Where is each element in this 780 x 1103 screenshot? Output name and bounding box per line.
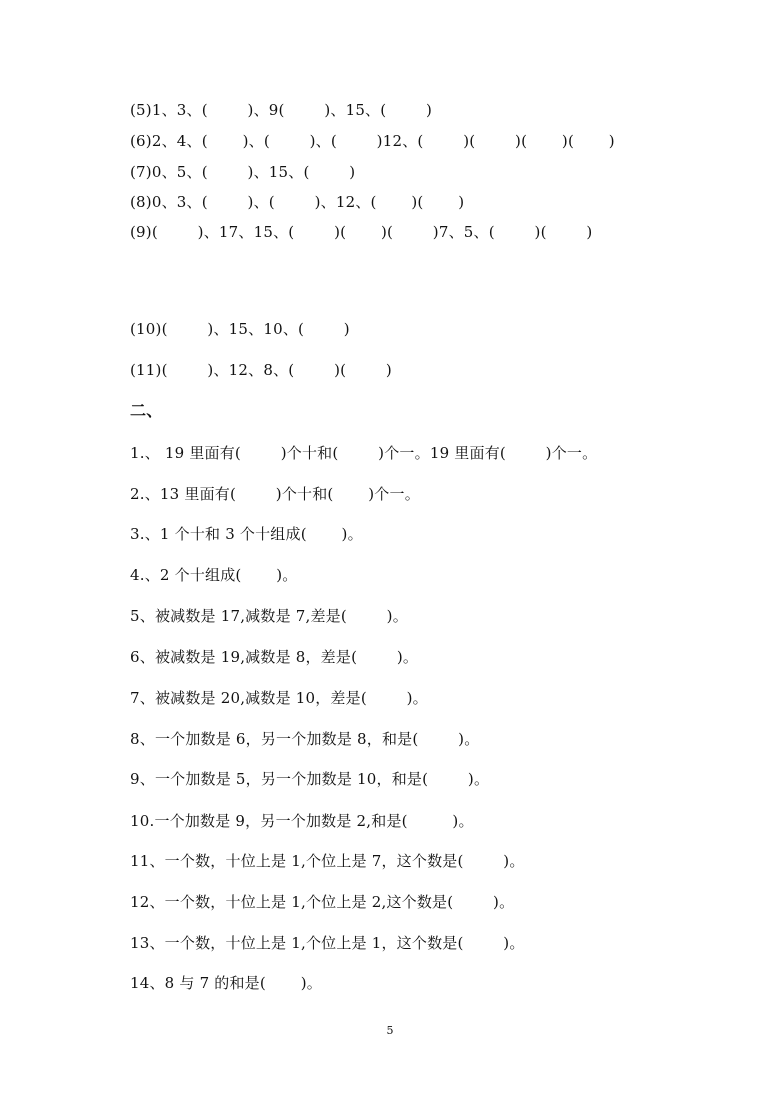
question-item: 4.、2 个十组成( )。 xyxy=(130,566,298,584)
sequence-item: (11)( )、12、8、( )( ) xyxy=(130,361,392,379)
question-item: 1.、 19 里面有( )个十和( )个一。19 里面有( )个一。 xyxy=(130,444,598,462)
question-item: 5、被减数是 17,减数是 7,差是( )。 xyxy=(130,607,408,625)
sequence-item: (5)1、3、( )、9( )、15、( ) xyxy=(130,101,433,119)
question-item: 2.、13 里面有( )个十和( )个一。 xyxy=(130,485,420,503)
sequence-item: (6)2、4、( )、( )、( )12、( )( )( )( ) xyxy=(130,132,615,150)
question-item: 8、一个加数是 6，另一个加数是 8，和是( )。 xyxy=(130,730,480,748)
section-heading: 二、 xyxy=(130,401,163,420)
sequence-item: (10)( )、15、10、( ) xyxy=(130,320,350,338)
question-item: 13、一个数，十位上是 1,个位上是 1，这个数是( )。 xyxy=(130,934,525,952)
page-number: 5 xyxy=(386,1024,394,1037)
question-item: 6、被减数是 19,减数是 8，差是( )。 xyxy=(130,648,419,666)
question-item: 10.一个加数是 9，另一个加数是 2,和是( )。 xyxy=(130,812,474,830)
question-item: 7、被减数是 20,减数是 10，差是( )。 xyxy=(130,689,428,707)
sequence-item: (8)0、3、( )、( )、12、( )( ) xyxy=(130,193,465,211)
question-item: 9、一个加数是 5，另一个加数是 10，和是( )。 xyxy=(130,770,490,788)
question-item: 12、一个数，十位上是 1,个位上是 2,这个数是( )。 xyxy=(130,893,515,911)
question-item: 14、8 与 7 的和是( )。 xyxy=(130,974,322,992)
question-item: 3.、1 个十和 3 个十组成( )。 xyxy=(130,525,363,543)
sequence-item: (9)( )、17、15、( )( )( )7、5、( )( ) xyxy=(130,223,593,241)
sequence-item: (7)0、5、( )、15、( ) xyxy=(130,163,356,181)
question-item: 11、一个数，十位上是 1,个位上是 7，这个数是( )。 xyxy=(130,852,525,870)
